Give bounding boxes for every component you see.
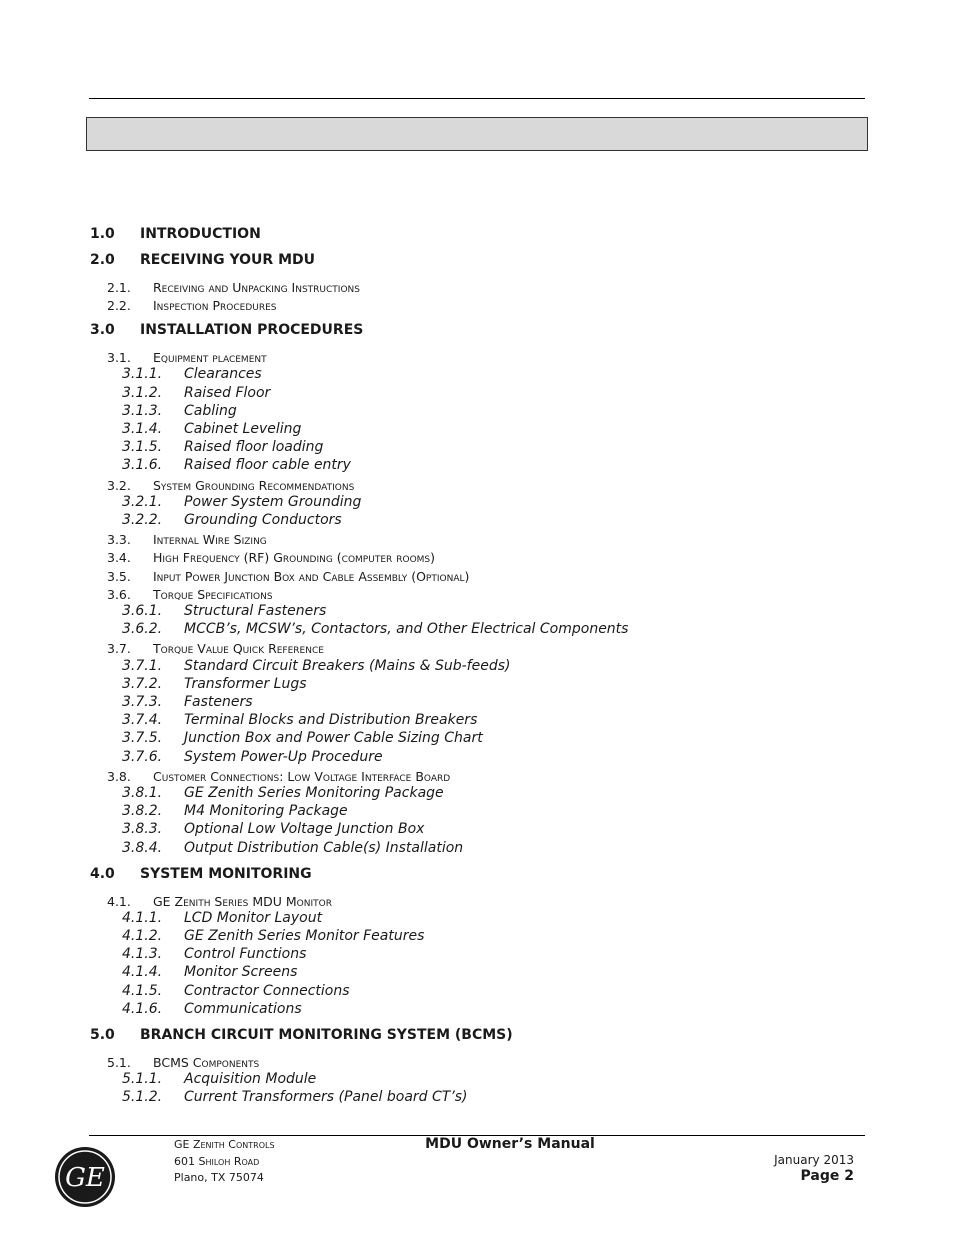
toc-entry-label: Standard Circuit Breakers (Mains & Sub-feeds) <box>184 657 511 674</box>
toc-entry-number: 3.8.3. <box>122 821 163 838</box>
toc-entry-number: 4.1.4. <box>122 964 163 981</box>
toc-entry-label: Communications <box>184 1000 302 1017</box>
toc-entry-number: 3.7.2. <box>122 675 163 692</box>
footer-date: January 2013 <box>774 1153 854 1167</box>
toc-entry-number: 3.1.5. <box>122 439 163 456</box>
toc-entry-number: 3.8.2. <box>122 803 163 820</box>
toc-entry-label: Contractor Connections <box>184 982 350 999</box>
toc-entry-label: Customer Connections: Low Voltage Interface Board <box>153 768 451 784</box>
toc-entry-number: 3.1.2. <box>122 384 163 401</box>
toc-entry-number: 3.1. <box>107 350 131 366</box>
toc-entry-label: Acquisition Module <box>184 1071 317 1087</box>
footer-document-title: MDU Owner’s Manual <box>425 1136 595 1152</box>
toc-entry-number: 3.7.5. <box>122 730 163 747</box>
toc-entry-label: Optional Low Voltage Junction Box <box>184 821 425 838</box>
toc-entry-number: 1.0 <box>90 226 115 242</box>
toc-entry-label: Monitor Screens <box>184 964 298 981</box>
toc-entry-label: LCD Monitor Layout <box>184 909 323 926</box>
toc-entry-label: INSTALLATION PROCEDURES <box>140 322 364 339</box>
footer-street: 601 Shiloh Road <box>174 1154 260 1168</box>
toc-entry-number: 4.0 <box>90 865 115 882</box>
toc-entry-label: BRANCH CIRCUIT MONITORING SYSTEM (BCMS) <box>140 1026 513 1043</box>
toc-entry-number: 3.2. <box>107 477 131 493</box>
toc-entry-label: System Grounding Recommendations <box>153 477 355 493</box>
toc-entry-number: 5.1.2. <box>122 1089 163 1106</box>
toc-entry-label: Raised floor cable entry <box>184 457 351 474</box>
toc-entry-label: Structural Fasteners <box>184 603 327 619</box>
toc-entry-label: GE Zenith Series Monitor Features <box>184 928 425 944</box>
toc-entry-number: 2.0 <box>90 252 115 268</box>
toc-entry-number: 3.2.1. <box>122 493 163 510</box>
svg-text:GE: GE <box>65 1163 105 1193</box>
toc-entry-label: Input Power Junction Box and Cable Assembly (Optional) <box>153 568 470 584</box>
toc-entry-number: 2.2. <box>107 298 131 314</box>
footer-company: GE Zenith Controls <box>174 1138 275 1151</box>
toc-entry-label: Raised Floor <box>184 384 271 401</box>
toc-entry-label: GE Zenith Series MDU Monitor <box>153 893 332 909</box>
toc-entry-label: MCCB’s, MCSW’s, Contactors, and Other Electrical Components <box>184 621 629 638</box>
toc-entry-label: Cabling <box>184 402 237 419</box>
toc-entry-label: Fasteners <box>184 694 253 710</box>
toc-entry-label: Output Distribution Cable(s) Installation <box>184 839 464 856</box>
toc-entry-label: RECEIVING YOUR MDU <box>140 252 315 268</box>
toc-entry-number: 3.7.1. <box>122 657 163 674</box>
toc-entry-label: Clearances <box>184 366 262 383</box>
toc-entry-number: 3.6.1. <box>122 603 163 619</box>
toc-entry-label: Current Transformers (Panel board CT’s) <box>184 1089 468 1106</box>
toc-entry-label: INTRODUCTION <box>140 226 261 242</box>
toc-entry-label: Equipment placement <box>153 350 267 366</box>
toc-entry-number: 3.8.4. <box>122 839 163 856</box>
toc-entry-label: Power System Grounding <box>184 493 362 510</box>
toc-entry-number: 4.1. <box>107 893 131 909</box>
toc-entry-label: Raised floor loading <box>184 439 324 456</box>
toc-entry-number: 3.4. <box>107 550 131 566</box>
toc-entry-number: 3.8.1. <box>122 785 163 801</box>
toc-entry-number: 3.7.4. <box>122 712 163 729</box>
toc-entry-label: Inspection Procedures <box>153 298 277 314</box>
toc-entry-label: High Frequency (RF) Grounding (computer rooms) <box>153 550 436 566</box>
toc-entry-label: Junction Box and Power Cable Sizing Chart <box>184 730 483 747</box>
toc-entry-number: 3.6. <box>107 586 131 602</box>
toc-entry-number: 3.2.2. <box>122 512 163 528</box>
toc-entry-label: M4 Monitoring Package <box>184 803 348 820</box>
toc-entry-number: 3.1.6. <box>122 457 163 474</box>
toc-entry-number: 4.1.2. <box>122 928 163 944</box>
toc-entry-label: Transformer Lugs <box>184 675 307 692</box>
toc-entry-number: 3.3. <box>107 532 131 548</box>
toc-entry-label: Torque Value Quick Reference <box>153 641 324 657</box>
toc-entry-number: 2.1. <box>107 280 131 295</box>
toc-entry-number: 4.1.1. <box>122 909 163 926</box>
toc-entry-label: Cabinet Leveling <box>184 421 302 437</box>
toc-entry-label: GE Zenith Series Monitoring Package <box>184 785 444 801</box>
toc-entry-number: 3.7. <box>107 641 131 657</box>
toc-entry-number: 4.1.3. <box>122 946 163 963</box>
toc-entry-number: 3.6.2. <box>122 621 163 638</box>
toc-entry-label: Terminal Blocks and Distribution Breakers <box>184 712 478 729</box>
toc-entry-label: Receiving and Unpacking Instructions <box>153 280 360 295</box>
toc-entry-number: 3.5. <box>107 568 131 584</box>
toc-entry-number: 3.0 <box>90 322 115 339</box>
toc-entry-number: 4.1.6. <box>122 1000 163 1017</box>
toc-entry-number: 3.1.4. <box>122 421 163 437</box>
toc-entry-label: BCMS Components <box>153 1054 260 1070</box>
toc-entry-number: 3.7.3. <box>122 694 163 710</box>
toc-entry-label: SYSTEM MONITORING <box>140 865 312 882</box>
footer-page-number: Page 2 <box>800 1168 854 1184</box>
toc-entry-number: 3.1.3. <box>122 402 163 419</box>
toc-entry-number: 5.1.1. <box>122 1071 163 1087</box>
footer-city: Plano, TX 75074 <box>174 1171 264 1184</box>
toc-entry-number: 3.8. <box>107 768 131 784</box>
toc-entry-label: Torque Specifications <box>153 586 273 602</box>
toc-entry-number: 5.0 <box>90 1026 115 1043</box>
toc-entry-number: 5.1. <box>107 1054 131 1070</box>
toc-entry-label: System Power-Up Procedure <box>184 748 383 765</box>
toc-entry-label: Grounding Conductors <box>184 512 342 528</box>
ge-logo-icon <box>54 1146 116 1208</box>
toc-entry-label: Internal Wire Sizing <box>153 532 267 548</box>
toc-entry-number: 4.1.5. <box>122 982 163 999</box>
toc-entry-number: 3.1.1. <box>122 366 163 383</box>
toc-entry-number: 3.7.6. <box>122 748 163 765</box>
toc-entry-label: Control Functions <box>184 946 307 963</box>
